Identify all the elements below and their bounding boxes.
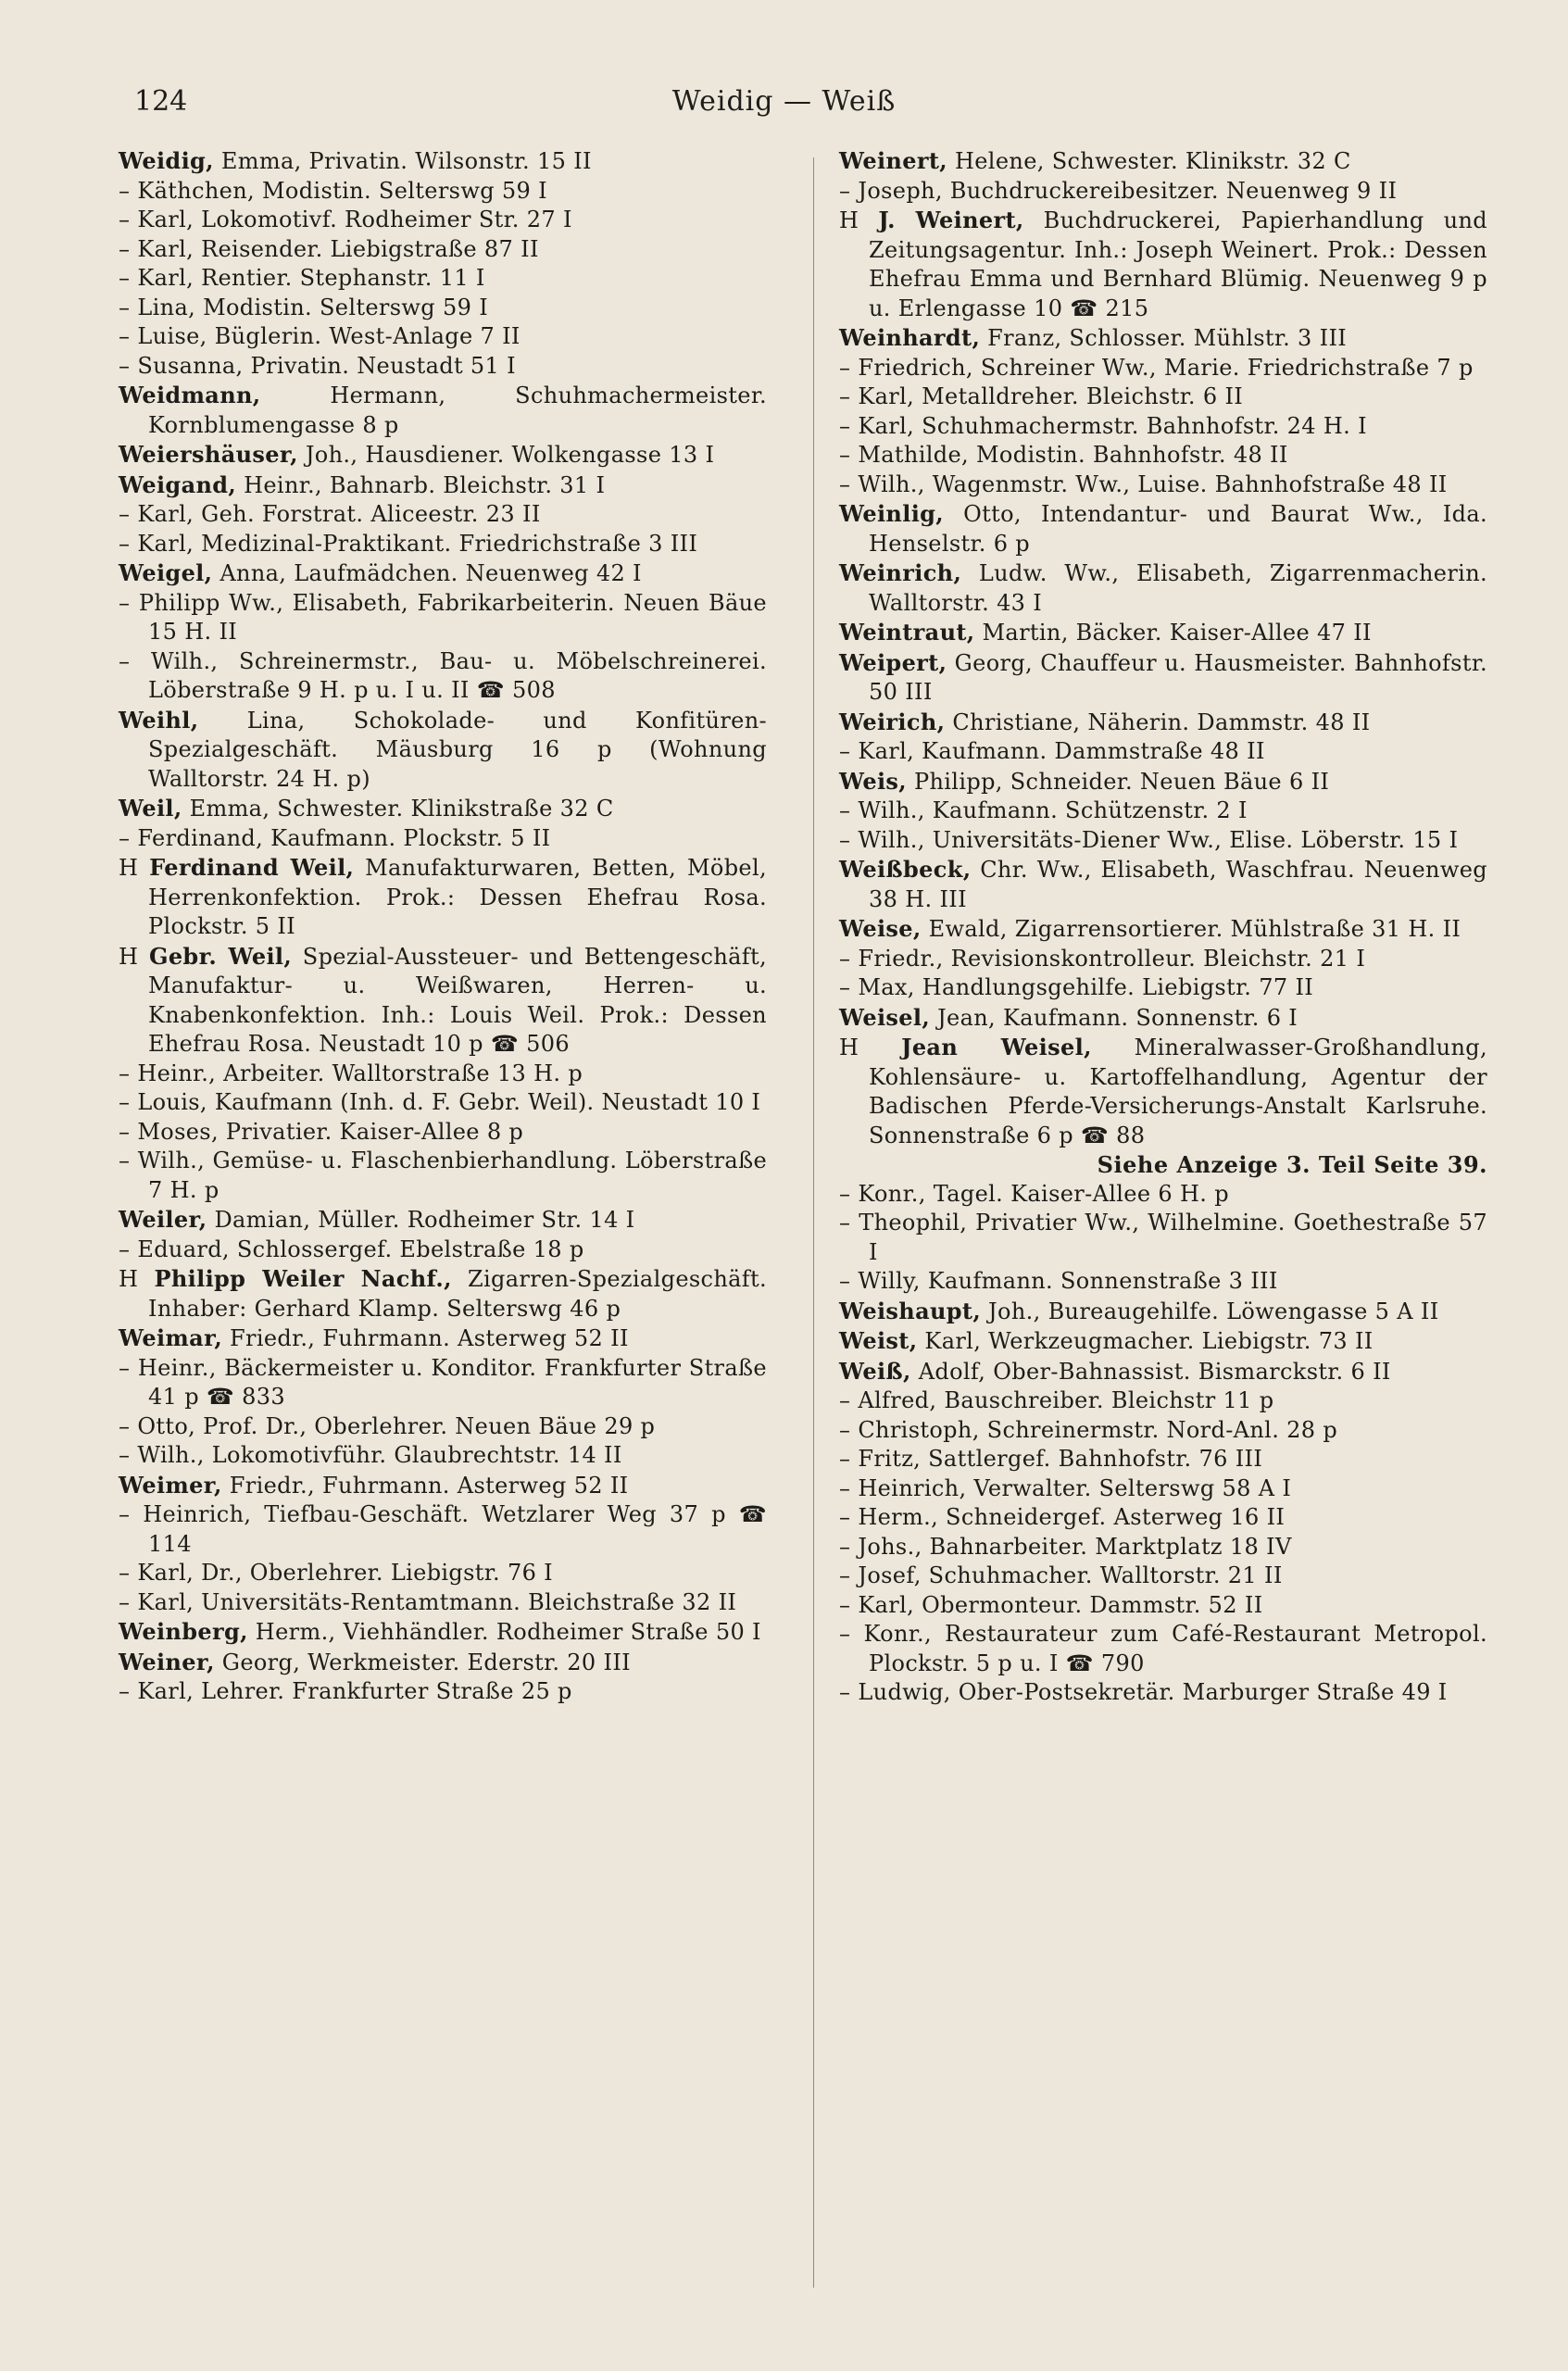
entry-surname: – (119, 530, 138, 557)
entry-details: Lina, Schokolade- und Konfitüren-Spezialgeschäft. Mäusburg 16 p (Wohnung Walltorstr. 24 H. p) (148, 707, 767, 792)
entry-details: Theophil, Privatier Ww., Wilhelmine. Goethestraße 57 I (859, 1210, 1487, 1265)
entry-details: Karl, Dr., Oberlehrer. Liebigstr. 76 I (137, 1560, 553, 1586)
entry-details: Karl, Universitäts-Rentamtmann. Bleichstraße 32 II (137, 1588, 737, 1615)
entry-surname: – (119, 235, 138, 262)
entry-surname: – (119, 1354, 138, 1381)
entry-surname: Weigand, (119, 470, 237, 498)
entry-details: Wilh., Kaufmann. Schützenstr. 2 I (858, 797, 1248, 823)
entry-details: Herm., Schneidergef. Asterweg 16 II (858, 1504, 1286, 1530)
entry-surname: – (119, 294, 138, 320)
entry-details: Johs., Bahnarbeiter. Marktplatz 18 IV (858, 1533, 1292, 1560)
entry-details: Ewald, Zigarrensortierer. Mühlstraße 31 H. II (921, 916, 1461, 942)
entry-details: Anna, Laufmädchen. Neuenweg 42 I (212, 560, 642, 586)
directory-entry (839, 1445, 1487, 1474)
entry-details: Heinrich, Tiefbau-Geschäft. Wetzlarer Weg 37 p ☎ 114 (143, 1501, 767, 1557)
entry-surname: – (119, 1678, 138, 1704)
entry-surname: – (119, 323, 138, 349)
directory-entry (839, 1297, 1487, 1327)
entry-details: Christiane, Näherin. Dammstr. 48 II (945, 709, 1371, 735)
directory-entry (839, 146, 1487, 177)
directory-entry (839, 323, 1487, 354)
entry-surname: Weidig, (119, 147, 214, 174)
directory-entry (119, 1677, 767, 1707)
entry-details: Friedr., Revisionskontrolleur. Bleichstr. 21 I (858, 945, 1366, 972)
entry-surname: – (119, 589, 139, 616)
entry-details: Helene, Schwester. Klinikstr. 32 C (947, 148, 1351, 174)
entry-surname: – (839, 1446, 859, 1472)
directory-entry (839, 1180, 1487, 1210)
entry-details: Karl, Rentier. Stephanstr. 11 I (137, 265, 485, 291)
entry-surname: Weimar, (119, 1324, 223, 1351)
entry-details: Spezial-Aussteuer- und Bettengeschäft, Manufaktur- u. Weißwaren, Herren- u. Knabenkonfektion. Inh.: Louis Weil. Prok.: Dessen Ehefrau Rosa. Neustadt 10 p ☎ 506 (148, 943, 767, 1057)
entry-surname: – (839, 1562, 859, 1588)
directory-entry (119, 1088, 767, 1118)
entry-details: Ferdinand, Kaufmann. Plockstr. 5 II (137, 824, 551, 851)
directory-entry (119, 647, 767, 706)
directory-entry (119, 352, 767, 382)
directory-entry (119, 1617, 767, 1648)
entry-surname: – (839, 470, 859, 497)
entry-details: Damian, Müller. Rodheimer Str. 14 I (207, 1207, 635, 1233)
entry-surname: Weinrich, (839, 559, 962, 586)
directory-entry (839, 945, 1487, 974)
entry-surname: Weist, (839, 1327, 918, 1354)
directory-entry (839, 1033, 1487, 1150)
directory-entry (119, 1118, 767, 1148)
entry-details: Willy, Kaufmann. Sonnenstraße 3 III (858, 1268, 1278, 1294)
directory-entry (839, 470, 1487, 500)
entry-surname: – (119, 1089, 138, 1115)
directory-entry (839, 383, 1487, 412)
directory-entry (839, 1620, 1487, 1678)
entry-surname: – (119, 1412, 138, 1439)
entry-surname: – (839, 945, 859, 972)
entry-surname: Weißbeck, (839, 856, 972, 883)
directory-entry (839, 558, 1487, 618)
entry-details: Friedrich, Schreiner Ww., Marie. Friedrichstraße 7 p (858, 354, 1474, 381)
firm-name: Gebr. Weil, (148, 942, 293, 970)
directory-entry (839, 1591, 1487, 1621)
entry-details: Heinr., Arbeiter. Walltorstraße 13 H. p (137, 1060, 583, 1086)
directory-entry (119, 440, 767, 470)
entry-details: Lina, Modistin. Selterswg 59 I (137, 294, 489, 320)
entry-surname: Weinlig, (839, 500, 945, 527)
directory-entry (839, 855, 1487, 914)
entry-surname: – (119, 501, 138, 527)
directory-entry (119, 1441, 767, 1471)
entry-surname: – (839, 826, 859, 853)
firm-name: Philipp Weiler Nachf., (154, 1265, 452, 1292)
directory-entry (839, 441, 1487, 470)
entry-surname: – (119, 647, 151, 674)
entry-details: Mathilde, Modistin. Bahnhofstr. 48 II (858, 442, 1288, 468)
directory-entry (119, 1500, 767, 1559)
directory-entry (119, 589, 767, 647)
directory-entry (119, 1205, 767, 1236)
directory-entry (119, 853, 767, 942)
entry-details: Alfred, Bauschreiber. Bleichstr 11 p (858, 1387, 1274, 1413)
entry-surname: Weisel, (839, 1003, 931, 1031)
directory-entry (119, 942, 767, 1060)
entry-surname: – (839, 1591, 859, 1618)
entry-surname: – (119, 207, 138, 232)
entry-surname: – (119, 1118, 138, 1145)
entry-details: Wilh., Universitäts-Diener Ww., Elise. Löberstr. 15 I (858, 826, 1459, 853)
entry-details: Joh., Bureaugehilfe. Löwengasse 5 A II (981, 1298, 1439, 1324)
entry-details: Eduard, Schlossergef. Ebelstraße 18 p (137, 1236, 584, 1262)
directory-entry (119, 1323, 767, 1354)
directory-entry (119, 1236, 767, 1265)
directory-entry (839, 1416, 1487, 1446)
entry-surname: – (119, 177, 138, 204)
entry-surname: Weintraut, (839, 619, 975, 646)
directory-entry (119, 322, 767, 352)
entry-surname: – (119, 1588, 138, 1615)
firm-name: Jean Weisel, (901, 1034, 1092, 1060)
directory-entry (119, 1060, 767, 1089)
entry-details: Louis, Kaufmann (Inh. d. F. Gebr. Weil). Neustadt 10 I (137, 1089, 761, 1115)
entry-surname: Weishaupt, (839, 1297, 982, 1324)
running-head: Weidig — Weiß (671, 85, 897, 118)
entry-surname: Weise, (839, 915, 922, 942)
entry-details: Zigarren-Spezialgeschäft. Inhaber: Gerhard Klamp. Selterswg 46 p (148, 1266, 768, 1322)
entry-surname: – (119, 265, 138, 291)
directory-entry (119, 706, 767, 795)
entry-surname: H (839, 207, 879, 233)
entry-surname: Weidmann, (119, 382, 261, 408)
entry-surname: Weihl, (119, 706, 199, 734)
entry-surname: Weipert, (839, 648, 947, 676)
entry-surname: – (839, 738, 859, 764)
entry-details: Manufakturwaren, Betten, Möbel, Herrenkonfektion. Prok.: Dessen Ehefrau Rosa. Plockstr. 5 II (148, 855, 767, 939)
entry-details: Karl, Medizinal-Praktikant. Friedrichstraße 3 III (137, 530, 698, 557)
directory-entry (839, 412, 1487, 442)
entry-details: Otto, Prof. Dr., Oberlehrer. Neuen Bäue 29 p (137, 1412, 656, 1439)
entry-details: Herm., Viehhändler. Rodheimer Straße 50 I (247, 1619, 761, 1645)
entry-details: Georg, Werkmeister. Ederstr. 20 III (214, 1649, 632, 1675)
entry-surname: – (839, 1474, 859, 1501)
entry-details: Joseph, Buchdruckereibesitzer. Neuenweg 9 II (858, 177, 1398, 204)
directory-entry (839, 1267, 1487, 1297)
entry-surname: – (839, 442, 859, 468)
entry-details: Otto, Intendantur- und Baurat Ww., Ida. Henselstr. 6 p (869, 501, 1487, 557)
entry-details: Georg, Chauffeur u. Hausmeister. Bahnhofstr. 50 III (869, 649, 1487, 705)
entry-details: Christoph, Schreinermstr. Nord-Anl. 28 p (858, 1416, 1338, 1443)
directory-entry (839, 1209, 1487, 1267)
entry-details: Karl, Lokomotivf. Rodheimer Str. 27 I (137, 207, 572, 232)
directory-entry (119, 1648, 767, 1678)
directory-entry (119, 235, 767, 265)
directory-entry (839, 797, 1487, 826)
entry-details: Friedr., Fuhrmann. Asterweg 52 II (222, 1325, 629, 1351)
directory-entry (839, 648, 1487, 708)
entry-details: Ludw. Ww., Elisabeth, Zigarrenmacherin. Walltorstr. 43 I (869, 560, 1487, 616)
directory-entry (119, 794, 767, 824)
directory-entry (119, 1264, 767, 1323)
entry-surname: – (119, 1060, 138, 1086)
directory-entry (839, 1533, 1487, 1562)
entry-surname: – (119, 1442, 138, 1468)
entry-details: Mineralwasser-Großhandlung, Kohlensäure- u. Kartoffelhandlung, Agentur der Badischen Pferde-Versicherungs-Anstalt Karlsruhe. Sonnenstraße 6 p ☎ 88 (869, 1035, 1487, 1148)
directory-entry (119, 558, 767, 589)
entry-details: Ludwig, Ober-Postsekretär. Marburger Straße 49 I (858, 1679, 1448, 1705)
entry-details: Konr., Tagel. Kaiser-Allee 6 H. p (858, 1180, 1229, 1207)
column-divider (813, 157, 814, 2288)
entry-details: Emma, Privatin. Wilsonstr. 15 II (213, 148, 592, 174)
entry-surname: Weiler, (119, 1206, 207, 1233)
entry-surname: – (839, 974, 859, 1000)
directory-entry (839, 177, 1487, 207)
entry-surname: Weiner, (119, 1648, 215, 1675)
page-number: 124 (134, 85, 188, 118)
entry-surname: – (839, 1504, 859, 1530)
directory-entry (839, 1562, 1487, 1591)
entry-surname: Weirich, (839, 708, 946, 735)
entry-details: Wilh., Lokomotivführ. Glaubrechtstr. 14 II (137, 1442, 622, 1468)
entry-surname: – (839, 1679, 859, 1705)
entry-details: Käthchen, Modistin. Selterswg 59 I (137, 177, 547, 204)
directory-entry (839, 708, 1487, 738)
entry-details: Fritz, Sattlergef. Bahnhofstr. 76 III (858, 1446, 1263, 1472)
entry-surname: – (119, 1560, 138, 1586)
entry-details: Heinr., Bahnarb. Bleichstr. 31 I (236, 471, 606, 498)
entry-surname: – (119, 1501, 144, 1527)
directory-entry (119, 1147, 767, 1205)
entry-surname: – (839, 797, 859, 823)
entry-details: Wilh., Wagenmstr. Ww., Luise. Bahnhofstraße 48 II (858, 470, 1448, 497)
entry-surname: – (839, 354, 859, 381)
entry-surname: Weimer, (119, 1471, 222, 1499)
entry-surname: – (119, 1148, 138, 1173)
advert-notice: Siehe Anzeige 3. Teil Seite 39. (1097, 1151, 1487, 1178)
entry-surname: Weinberg, (119, 1618, 248, 1645)
entry-surname: – (839, 1387, 859, 1413)
entry-surname: – (839, 1533, 859, 1560)
entry-surname: – (119, 824, 138, 851)
directory-entry (119, 1412, 767, 1442)
left-column (119, 146, 767, 1707)
entry-surname: – (839, 1416, 859, 1443)
entry-details: Wilh., Gemüse- u. Flaschenbierhandlung. Löberstraße 7 H. p (137, 1148, 767, 1203)
entry-details: Martin, Bäcker. Kaiser-Allee 47 II (974, 620, 1372, 646)
directory-entry (839, 1474, 1487, 1504)
entry-details: Heinrich, Verwalter. Selterswg 58 A I (858, 1474, 1292, 1501)
entry-surname: H (119, 855, 150, 881)
entry-details: Konr., Restaurateur zum Café-Restaurant Metropol. Plockstr. 5 p u. I ☎ 790 (863, 1621, 1487, 1676)
entry-surname: – (119, 352, 138, 379)
entry-details: Karl, Metalldreher. Bleichstr. 6 II (858, 383, 1244, 409)
entry-details: Karl, Schuhmachermstr. Bahnhofstr. 24 H. I (858, 412, 1367, 439)
directory-entry (839, 1357, 1487, 1387)
firm-name: J. Weinert, (878, 207, 1024, 233)
entry-surname: Weigel, (119, 559, 213, 586)
directory-entry (119, 1559, 767, 1588)
entry-details: Wilh., Schreinermstr., Bau- u. Möbelschreinerei. Löberstraße 9 H. p u. I u. II ☎ 508 (148, 647, 767, 703)
directory-entry (119, 500, 767, 530)
entry-surname: H (119, 943, 149, 970)
directory-entry (119, 530, 767, 559)
entry-details: Joh., Hausdiener. Wolkengasse 13 I (297, 442, 715, 468)
directory-entry (839, 1003, 1487, 1034)
entry-surname: Weinhardt, (839, 324, 981, 351)
entry-details: Adolf, Ober-Bahnassist. Bismarckstr. 6 II (910, 1358, 1391, 1385)
entry-details: Emma, Schwester. Klinikstraße 32 C (182, 796, 614, 822)
directory-entry (119, 294, 767, 323)
entry-surname: – (839, 1180, 859, 1207)
firm-name: Ferdinand Weil, (149, 854, 355, 881)
entry-details: Moses, Privatier. Kaiser-Allee 8 p (137, 1118, 524, 1145)
entry-details: Karl, Kaufmann. Dammstraße 48 II (858, 738, 1265, 764)
directory-entry (119, 206, 767, 235)
entry-details: Max, Handlungsgehilfe. Liebigstr. 77 II (858, 974, 1314, 1000)
entry-surname: H (119, 1266, 155, 1292)
entry-details: Philipp Ww., Elisabeth, Fabrikarbeiterin. Neuen Bäue 15 H. II (138, 589, 767, 645)
directory-entry (839, 826, 1487, 856)
directory-entry (119, 146, 767, 177)
directory-entry (839, 1386, 1487, 1416)
directory-entry (119, 1471, 767, 1501)
entry-details: Friedr., Fuhrmann. Asterweg 52 II (221, 1472, 629, 1499)
directory-entry (119, 470, 767, 501)
directory-entry (839, 1678, 1487, 1708)
entry-surname: Weil, (119, 795, 182, 822)
directory-entry (119, 1354, 767, 1412)
directory-entry (119, 264, 767, 294)
entry-details: Karl, Geh. Forstrat. Aliceestr. 23 II (137, 501, 541, 527)
entry-surname: Weiershäuser, (119, 441, 298, 468)
directory-entry (839, 618, 1487, 648)
entry-details: Jean, Kaufmann. Sonnenstr. 6 I (930, 1004, 1298, 1031)
entry-details: Luise, Büglerin. West-Anlage 7 II (137, 323, 521, 349)
directory-entry (839, 499, 1487, 558)
entry-surname: – (839, 177, 859, 204)
entry-surname: – (839, 1210, 859, 1236)
directory-entry (839, 973, 1487, 1003)
entry-surname: – (839, 412, 859, 439)
entry-surname: Weis, (839, 767, 907, 795)
right-column (839, 146, 1487, 1708)
entry-surname: Weiß, (839, 1357, 911, 1385)
entry-surname: H (839, 1035, 902, 1060)
entry-details: Buchdruckerei, Papierhandlung und Zeitungsagentur. Inh.: Joseph Weinert. Prok.: Dessen Ehefrau Emma und Bernhard Blümig. Neuenweg 9 p u. Erlengasse 10 ☎ 215 (869, 207, 1487, 321)
entry-surname: – (839, 1268, 859, 1294)
entry-details: Heinr., Bäckermeister u. Konditor. Frankfurter Straße 41 p ☎ 833 (137, 1354, 767, 1410)
entry-details: Hermann, Schuhmachermeister. Kornblumengasse 8 p (148, 383, 767, 438)
directory-entry (839, 737, 1487, 767)
entry-details: Philipp, Schneider. Neuen Bäue 6 II (907, 768, 1330, 795)
directory-entry (839, 1503, 1487, 1533)
entry-details: Karl, Lehrer. Frankfurter Straße 25 p (137, 1678, 572, 1704)
entry-surname: – (839, 383, 859, 409)
directory-entry (839, 1326, 1487, 1357)
directory-entry (119, 381, 767, 440)
entry-details: Karl, Werkzeugmacher. Liebigstr. 73 II (917, 1328, 1374, 1354)
entry-details: Chr. Ww., Elisabeth, Waschfrau. Neuenweg 38 H. III (869, 857, 1487, 912)
directory-entry (119, 824, 767, 854)
directory-entry (839, 914, 1487, 945)
directory-entry (839, 767, 1487, 797)
directory-entry (839, 206, 1487, 323)
entry-surname: – (119, 1236, 138, 1262)
entry-surname: Weinert, (839, 147, 947, 174)
entry-details: Karl, Obermonteur. Dammstr. 52 II (858, 1591, 1263, 1618)
directory-entry (119, 177, 767, 207)
directory-entry (839, 354, 1487, 383)
entry-details: Josef, Schuhmacher. Walltorstr. 21 II (858, 1562, 1283, 1588)
directory-entry (119, 1588, 767, 1618)
entry-surname: – (839, 1621, 864, 1647)
entry-details: Karl, Reisender. Liebigstraße 87 II (137, 235, 539, 262)
entry-details: Franz, Schlosser. Mühlstr. 3 III (980, 325, 1348, 351)
entry-details: Susanna, Privatin. Neustadt 51 I (137, 352, 516, 379)
